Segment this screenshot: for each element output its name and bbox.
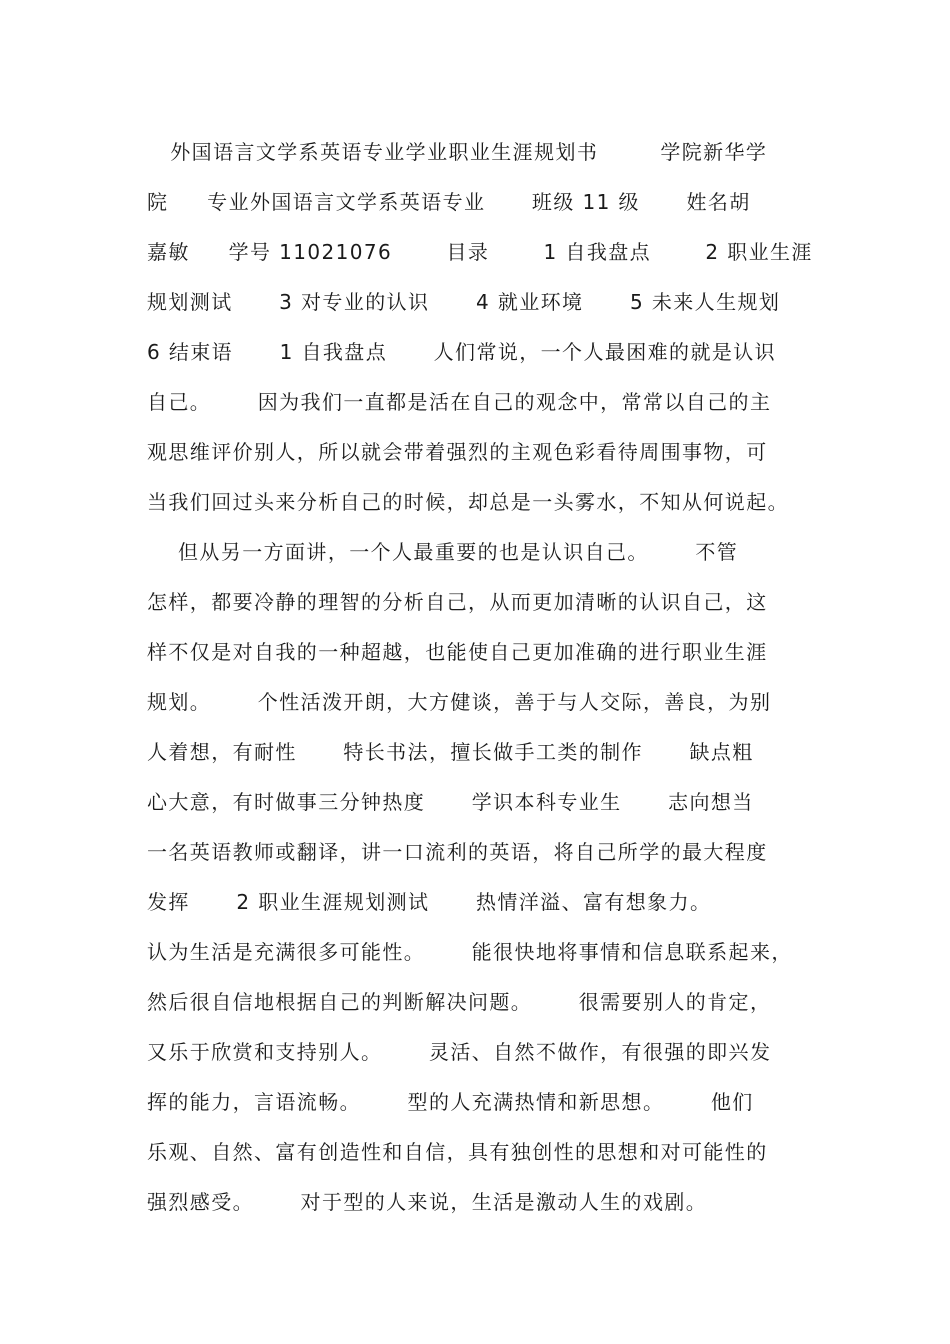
text-line: 自己。 因为我们一直都是活在自己的观念中，常常以自己的主	[147, 390, 772, 414]
text-line: 观思维评价别人，所以就会带着强烈的主观色彩看待周围事物，可	[147, 440, 768, 464]
text-line: 心大意，有时做事三分钟热度 学识本科专业生 志向想当	[147, 790, 754, 814]
text-line: 当我们回过头来分析自己的时候，却总是一头雾水，不知从何说起。	[147, 490, 789, 514]
text-line: 但从另一方面讲，一个人最重要的也是认识自己。 不管	[147, 540, 739, 564]
text-line: 外国语言文学系英语专业学业职业生涯规划书 学院新华学	[147, 140, 768, 164]
text-line: 嘉敏 学号 11021076 目录 1 自我盘点 2 职业生涯	[147, 240, 813, 264]
text-line: 发挥 2 职业生涯规划测试 热情洋溢、富有想象力。	[147, 890, 712, 914]
text-line: 挥的能力，言语流畅。 型的人充满热情和新思想。 他们	[147, 1090, 754, 1114]
text-line: 样不仅是对自我的一种超越，也能使自己更加准确的进行职业生涯	[147, 640, 768, 664]
text-line: 一名英语教师或翻译，讲一口流利的英语，将自己所学的最大程度	[147, 840, 768, 864]
text-line: 6 结束语 1 自我盘点 人们常说，一个人最困难的就是认识	[147, 340, 777, 364]
text-line: 又乐于欣赏和支持别人。 灵活、自然不做作，有很强的即兴发	[147, 1040, 772, 1064]
text-line: 然后很自信地根据自己的判断解决问题。 很需要别人的肯定，	[147, 990, 772, 1014]
text-line: 怎样，都要冷静的理智的分析自己，从而更加清晰的认识自己，这	[147, 590, 768, 614]
text-line: 强烈感受。 对于型的人来说，生活是激动人生的戏剧。	[147, 1190, 708, 1214]
text-line: 规划。 个性活泼开朗，大方健谈，善于与人交际，善良，为别	[147, 690, 772, 714]
text-line: 院 专业外国语言文学系英语专业 班级 11 级 姓名胡	[147, 190, 751, 214]
text-line: 人着想，有耐性 特长书法，擅长做手工类的制作 缺点粗	[147, 740, 754, 764]
text-line: 认为生活是充满很多可能性。 能很快地将事情和信息联系起来，	[147, 940, 793, 964]
text-line: 规划测试 3 对专业的认识 4 就业环境 5 未来人生规划	[147, 290, 781, 314]
text-line: 乐观、自然、富有创造性和自信，具有独创性的思想和对可能性的	[147, 1140, 768, 1164]
